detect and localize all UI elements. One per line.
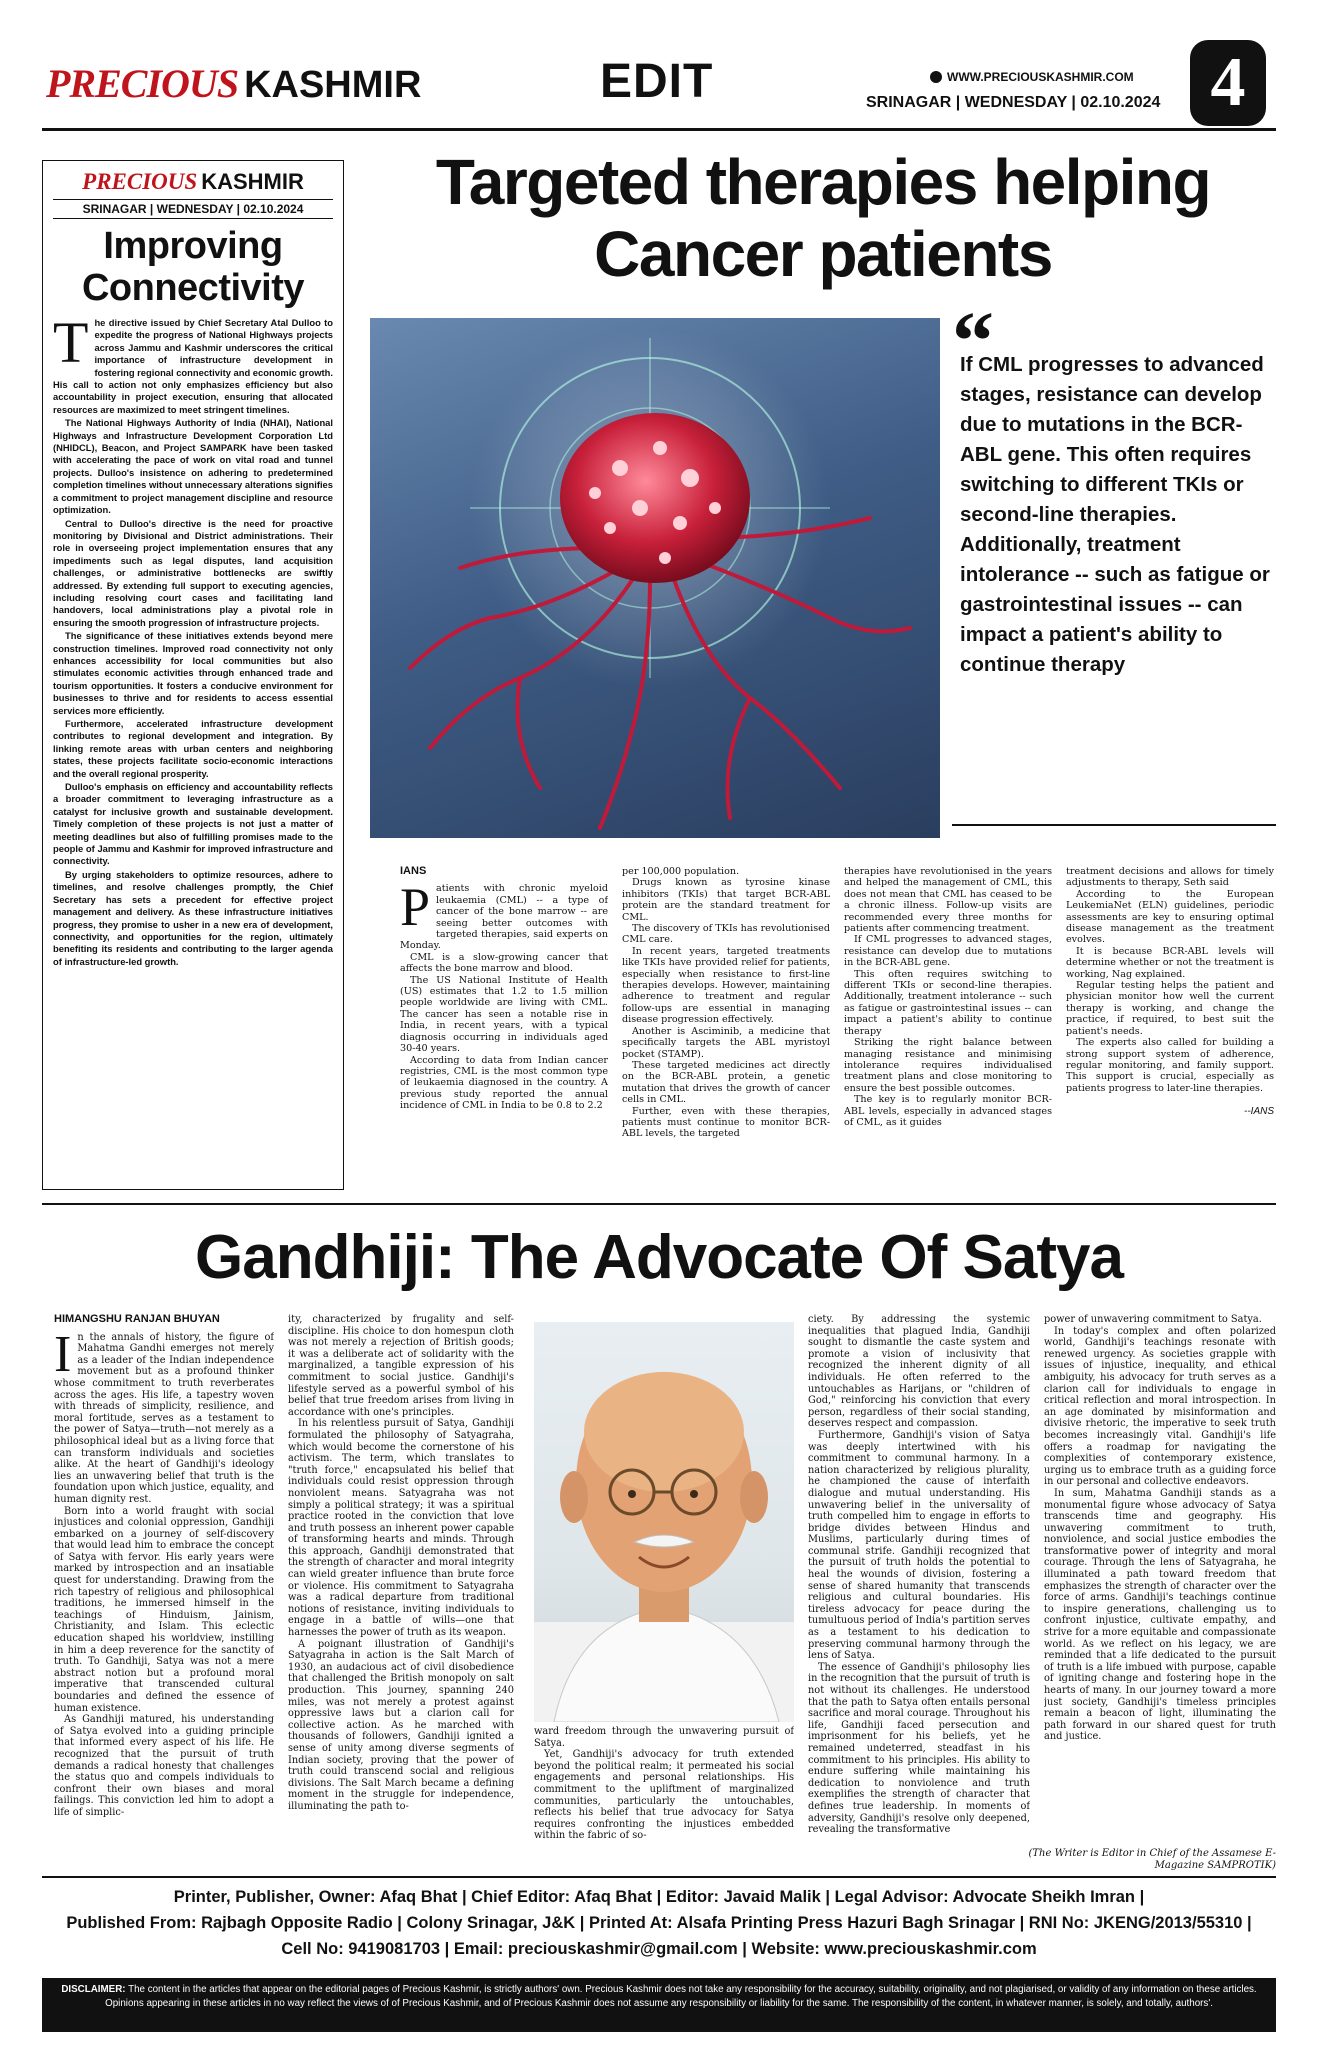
paragraph: The experts also called for building a strong support system of adherence, regular monitoring, and family support. This support is crucial, especially as patients progress to later-line therapies. (1066, 1037, 1274, 1094)
story1-body (400, 866, 1276, 1196)
story1-column: IANS Patients with chronic myeloid leukaemia (CML) -- a type of cancer of the bone marrow -- are seeing better outcomes with targeted therapies, said experts on Monday. CML is a slow-growing cancer that affects the bone marrow and blood. The US National Institute of Health (US) estimates that 1.2 to 1.5 million people worldwide are living with CML. The cancer has seen a notable rise in India, in recent years, with a typical diagnosis occurring in individuals aged 30-40 years. According to data from Indian cancer registries, CML is the most common type of leukaemia diagnosed in the country. A previous study reported the annual incidence of CML in India to be 0.8 to 2.2 (400, 866, 608, 1112)
story2-column (808, 1314, 1030, 1844)
story2-column (288, 1314, 514, 1844)
editorial-box (42, 160, 344, 1190)
author-note: (The Writer is Editor in Chief of the Assamese E-Magazine SAMPROTIK) (1028, 1848, 1276, 1871)
paragraph: The essence of Gandhiji's philosophy lies in the recognition that the pursuit of truth is not without its challenges. He understood that the path to Satya often entails personal sacrifice and moral courage. Throughout his life, Gandhiji faced persecution and imprisonment for his beliefs, yet he remained undeterred, steadfast in his commitment to his principles. His ability to endure suffering while maintaining his dedication to nonviolence and truth exemplifies the strength of character that defines true leadership. In moments of adversity, Gandhiji's resolve only deepened, revealing the transformative (808, 1661, 1030, 1836)
story1-column (844, 866, 1052, 1196)
section-title: EDIT (600, 55, 714, 108)
paragraph: Another is Asciminib, a medicine that specifically targets the ABL myristoyl pocket (STAMP). (622, 1025, 830, 1060)
paragraph: ciety. By addressing the systemic inequalities that plagued India, Gandhiji sought to dismantle the caste system and promote a vision of inclusivity that recognized the inherent dignity of all individuals. He often referred to the untouchables as Harijans, or "children of God," reinforcing his conviction that every person, regardless of their social standing, deserves respect and compassion. (808, 1314, 1030, 1430)
paragraph: It is because BCR-ABL levels will determine whether or not the treatment is working, Nag explained. (1066, 945, 1274, 980)
newspaper-logo: PRECIOUS KASHMIR (46, 61, 422, 106)
paragraph: The US National Institute of Health (US) estimates that 1.2 to 1.5 million people worldwide are living with CML. The cancer has seen a notable rise in India, in recent years, with a typical diagnosis occurring in individuals aged 30-40 years. (400, 974, 608, 1055)
paragraph: Drugs known as tyrosine kinase inhibitors (TKIs) that target BCR-ABL protein are the standard treatment for CML. (622, 877, 830, 923)
imprint-line: Published From: Rajbagh Opposite Radio | Colony Srinagar, J&K | Printed At: Alsafa Printing Press Hazuri Bagh Srinagar | RNI No: JKENG/2013/55310 | (66, 1914, 1252, 1932)
website-url[interactable]: WWW.PRECIOUSKASHMIR.COM (947, 70, 1134, 84)
editorial-dateline: SRINAGAR | WEDNESDAY | 02.10.2024 (53, 199, 333, 219)
globe-icon (930, 71, 942, 83)
paragraph: Dulloo's emphasis on efficiency and accountability reflects a broader commitment to leveraging infrastructure as a catalyst for inclusive growth and sustainable development. Timely completion of these projects is not just a matter of meeting deadlines but also of fulfilling promises made to the people of Jammu and Kashmir for improved infrastructure and connectivity. (53, 781, 333, 867)
paragraph: According to the European LeukemiaNet (ELN) guidelines, periodic assessments are key to ensuring optimal disease management as the treatment evolves. (1066, 888, 1274, 946)
pull-quote: If CML progresses to advanced stages, resistance can develop due to mutations in the BCR-ABL gene. This often requires switching to different TKIs or second-line therapies. Additionally, treatment intolerance -- such as fatigue or gastrointestinal issues -- can impact a patient's ability to continue therapy (960, 353, 1270, 676)
paragraph: By urging stakeholders to optimize resources, adhere to timelines, and resolve challenges promptly, the Chief Secretary has sets a precedent for effective project management and delivery. As these infrastructure initiatives progress, they promise to usher in a new era of development, connectivity, and opportunities for the region, ultimately benefiting its residents and contributing to the larger agenda of infrastructure-led growth. (53, 868, 333, 967)
paragraph: ward freedom through the unwavering pursuit of Satya. (534, 1726, 794, 1749)
paragraph: Regular testing helps the patient and physician monitor how well the current therapy is working, and change the practice, if required, to best suit the patient's needs. (1066, 980, 1274, 1037)
paragraph: power of unwavering commitment to Satya. (1044, 1314, 1262, 1325)
paragraph: In his relentless pursuit of Satya, Gandhiji formulated the philosophy of Satyagraha, which would become the cornerstone of his activism. The term, which translates to "truth force," encapsulated his belief that individuals could resist oppression through nonviolent means. Satyagraha was not simply a political strategy; it was a spiritual practice rooted in the conviction that love and truth possess an inherent power capable of transforming hearts and minds. Through this approach, Gandhiji demonstrated that the strength of character and moral integrity can wield greater influence than brute force or violence. His commitment to Satyagraha was a radical departure from traditional notions of resistance, inviting individuals to engage in a battle of wills—one that harnesses the power of truth as its weapon. (288, 1418, 514, 1639)
editorial-title: Improving Connectivity (81, 225, 305, 309)
paragraph: The National Highways Authority of India (NHAI), National Highways and Infrastructure Development Corporation Ltd (NHIDCL), Beacon, and Project SAMPARK have been tasked with accelerating the pace of work on vital road and tunnel projects. Dulloo's insistence on adhering to predetermined completion timelines without unnecessary alterations signifies a commitment to project management discipline and resource optimization. (53, 417, 333, 516)
dropcap: I (54, 1325, 72, 1383)
paragraph: Furthermore, accelerated infrastructure development contributes to regional development and integration. By linking remote areas with urban centers and neighboring states, these projects facilitate socio-economic interactions and the overall regional prosperity. (53, 718, 333, 779)
editorial-logo: PRECIOUS KASHMIR (82, 169, 304, 194)
website-line (930, 70, 1134, 84)
editorial-body: The directive issued by Chief Secretary Atal Dulloo to expedite the progress of National Highways projects across Jammu and Kashmir underscores the critical importance of infrastructure development in fostering regional connectivity and economic growth. His call to action not only emphasizes efficiency but also accountability in project execution, ensuring that allocated resources are maximized to meet stringent timelines. The National Highways Authority of India (NHAI), National Highways and Infrastructure Development Corporation Ltd (NHIDCL), Beacon, and Project SAMPARK have been tasked with accelerating the pace of work on vital road and tunnel projects. Dulloo's insistence on adhering to predetermined completion timelines without unnecessary alterations signifies a commitment to project management discipline and resource optimization. Central to Dulloo's directive is the need for proactive monitoring by Divisional and District administrations. Their role in overseeing project implementation ensures that any impediments such as legal disputes, land acquisition challenges, or administrative bottlenecks are swiftly addressed. By extending full support to executing agencies, including resolving court cases and facilitating land handovers, local administrations play a pivotal role in ensuring the smooth progression of infrastructure projects. The significance of these initiatives extends beyond mere construction timelines. Improved road connectivity not only enhances accessibility for local communities but also stimulates economic activities through enhanced trade and tourism opportunities. It fosters a conducive environment for businesses to thrive and for residents to access essential services more efficiently. Furthermore, accelerated infrastructure development contributes to regional development and integration. By linking remote areas with urban centers and neighboring states, these projects facilitate socio-economic interactions and the overall regional prosperity. Dulloo's emphasis on efficiency and accountability reflects a broader commitment to leveraging infrastructure as a catalyst for inclusive growth and sustainable development. Timely completion of these projects is not just a matter of meeting deadlines but also of fulfilling promises made to the people of Jammu and Kashmir for improved infrastructure and connectivity. By urging stakeholders to optimize resources, adhere to timelines, and resolve challenges promptly, the Chief Secretary has sets a precedent for effective project management and delivery. As these infrastructure initiatives progress, they promise to usher in a new era of development, connectivity, and opportunities for the region, ultimately benefiting its residents and contributing to the larger agenda of infrastructure-led growth. (53, 310, 334, 967)
paragraph: Central to Dulloo's directive is the need for proactive monitoring by Divisional and District administrations. Their role in overseeing project implementation ensures that any impediments such as legal disputes, land acquisition challenges, or administrative bottlenecks are swiftly addressed. By extending full support to executing agencies, including resolving court cases and facilitating land handovers, local administrations play a pivotal role in ensuring the smooth progression of infrastructure projects. (53, 517, 333, 628)
section-rule (42, 1203, 1276, 1205)
story2-headline: Gandhiji: The Advocate Of Satya (195, 1223, 1123, 1292)
story2-column: HIMANGSHU RANJAN BHUYAN In the annals of history, the figure of Mahatma Gandhi emerges not merely as a leader of the Indian independence movement but as a profound thinker whose commitment to truth reverberates across the ages. His life, a tapestry woven with threads of simplicity, resilience, and moral fortitude, serves as a testament to the power of Satya—truth—not merely as a philosophical ideal but as a living force that can transform individuals and societies alike. At the heart of Gandhiji's ideology lies an unwavering belief that truth is the foundation upon which justice, equality, and human dignity rest. Born into a world fraught with social injustices and colonial oppression, Gandhiji embarked on a journey of self-discovery that would lead him to embrace the concept of Satya with fervor. His early years were marked by introspection and an insatiable quest for understanding. Drawing from the rich tapestry of religious and philosophical traditions, he immersed himself in the teachings of Hinduism, Jainism, Christianity, and Islam. This eclectic education shaped his worldview, instilling in him a deep reverence for the sanctity of truth. To Gandhiji, Satya was not a mere abstract notion but a profound moral imperative that transcended cultural boundaries and defined the essence of human existence. As Gandhiji matured, his understanding of Satya evolved into a guiding principle that informed every aspect of his life. He recognized that the pursuit of truth demands a radical honesty that challenges the status quo and compels individuals to confront their own biases and moral failings. This conviction led him to adopt a life of simplic- (54, 1314, 274, 1818)
story1-column (622, 866, 830, 1196)
paragraph: CML is a slow-growing cancer that affects the bone marrow and blood. (400, 951, 608, 975)
paragraph: According to data from Indian cancer registries, CML is the most common type of leukaemia diagnosed in the country. A previous study reported the annual incidence of CML in India to be 0.8 to 2.2 (400, 1054, 608, 1112)
dropcap: P (400, 877, 431, 938)
paragraph: In today's complex and often polarized world, Gandhiji's teachings resonate with renewed urgency. As societies grapple with issues of injustice, inequality, and ethical ambiguity, his advocacy for truth serves as a clarion call for individuals to engage in critical reflection and moral introspection. In an age dominated by misinformation and divisive rhetoric, the imperative to seek truth becomes increasingly vital. Gandhiji's life offers a roadmap for navigating the complexities of contemporary existence, urging us to embrace truth as a guiding force in our personal and collective endeavors. (1044, 1325, 1276, 1488)
cancer-cell-illustration (370, 318, 940, 838)
paragraph: per 100,000 population. (622, 866, 740, 877)
paragraph: Striking the right balance between managing resistance and minimising intolerance requires individualised treatment plans and close monitoring to ensure the best possible outcomes. (844, 1037, 1052, 1094)
paragraph: The significance of these initiatives extends beyond mere construction timelines. Improved road connectivity not only enhances accessibility for local communities but also stimulates economic activities through enhanced trade and tourism opportunities. It fosters a conducive environment for businesses to thrive and for residents to access essential services more efficiently. (53, 630, 333, 716)
story1-signoff: --IANS (1244, 1106, 1274, 1118)
paragraph: Further, even with these therapies, patients must continue to monitor BCR-ABL levels, the targeted (622, 1105, 830, 1140)
story1-byline: IANS (400, 866, 427, 877)
story2-column (1044, 1314, 1276, 1844)
story2-column (534, 1726, 794, 1844)
paragraph: Furthermore, Gandhiji's vision of Satya was deeply intertwined with his commitment to communal harmony. In a nation characterized by religious plurality, he championed the cause of interfaith dialogue and mutual understanding. His unwavering belief in the universality of truth compelled him to engage in efforts to bridge divides between Hindus and Muslims, particularly during times of communal strife. Gandhiji recognized that the pursuit of truth holds the potential to heal the wounds of division, fostering a sense of shared humanity that transcends religious and cultural boundaries. His tireless advocacy for peace during the tumultuous period of India's partition serves as a testament to his dedication to preserving communal harmony through the lens of Satya. (808, 1429, 1030, 1662)
dateline: SRINAGAR | WEDNESDAY | 02.10.2024 (866, 94, 1161, 111)
imprint-line: Cell No: 9419081703 | Email: preciouskashmir@gmail.com | Website: www.preciouskashmir.com (281, 1940, 1037, 1958)
imprint (42, 1884, 1276, 1962)
top-rule (42, 128, 1276, 131)
page-number: 4 (1190, 40, 1266, 126)
disclaimer-text: The content in the articles that appear on the editorial pages of Precious Kashmir, is strictly authors' own. Precious Kashmir does not take any responsibility for the accuracy, suitability, originality, and not plagiarised, or validity of any information on these articles. Opinions appearing in these articles in no way reflect the views of of Precious Kashmir, and of Precious Kashmir does not assume any responsibility or liability for the same. The responsibility of the content, in whatever manner, is solely, and totally, authors'. (105, 1984, 1257, 2009)
masthead (0, 0, 1319, 121)
paragraph: These targeted medicines act directly on the BCR-ABL protein, a genetic mutation that drives the growth of cancer cells in CML. (622, 1059, 830, 1106)
story1-column (1066, 866, 1274, 1196)
paragraph: The discovery of TKIs has revolutionised CML care. (622, 923, 830, 946)
paragraph: Born into a world fraught with social injustices and colonial oppression, Gandhiji embarked on a journey of self-discovery that would lead him to embrace the concept of Satya with fervor. His early years were marked by introspection and an insatiable quest for understanding. Drawing from the rich tapestry of religious and philosophical traditions, he immersed himself in the teachings of Hinduism, Jainism, Christianity, and Islam. This eclectic education shaped his worldview, instilling in him a deep reverence for the sanctity of truth. To Gandhiji, Satya was not a mere abstract notion but a profound moral imperative that transcended cultural boundaries and defined the essence of human existence. (54, 1505, 274, 1714)
paragraph: This often requires switching to different TKIs or second-line therapies. Additionally, treatment intolerance -- such as fatigue or gastrointestinal issues -- can impact a patient's ability to continue therapy (844, 968, 1052, 1037)
story2-byline: HIMANGSHU RANJAN BHUYAN (54, 1314, 220, 1325)
paragraph: In recent years, targeted treatments like TKIs have provided relief for patients, especially when resistance to first-line therapies develops. However, maintaining adherence to treatment and regular follow-ups are essential in managing disease progression effectively. (622, 945, 830, 1026)
disclaimer-label: DISCLAIMER: (61, 1984, 126, 1995)
story1-headline: Targeted therapies helping Cancer patients (435, 146, 1211, 290)
paragraph: Yet, Gandhiji's advocacy for truth extended beyond the political realm; it permeated his social engagements and personal relationships. His commitment to the upliftment of marginalized communities, particularly the untouchables, reflects his belief that true advocacy for Satya requires confronting the injustices embedded within the fabric of so- (534, 1749, 794, 1842)
paragraph: As Gandhiji matured, his understanding of Satya evolved into a guiding principle that informed every aspect of his life. He recognized that the pursuit of truth demands a radical honesty that challenges the status quo and compels individuals to confront their own biases and moral failings. This conviction led him to adopt a life of simplic- (54, 1714, 274, 1818)
disclaimer-bar (42, 1978, 1276, 2032)
paragraph: treatment decisions and allows for timely adjustments to therapy, Seth said (1066, 866, 1274, 889)
pull-quote-box (952, 295, 1276, 826)
story2-body (42, 1314, 1276, 1844)
footer-rule (42, 1876, 1276, 1878)
paragraph: therapies have revolutionised in the years and helped the management of CML, this does not mean that CML has ceased to be a chronic illness. Follow-up visits are recommended every three months for patients after commencing treatment. (844, 866, 1052, 935)
paragraph: A poignant illustration of Gandhiji's Satyagraha in action is the Salt March of 1930, an audacious act of civil disobedience that challenged the British monopoly on salt production. This journey, spanning 240 miles, was not merely a protest against oppressive laws but a clarion call for collective action. As he marched with thousands of followers, Gandhiji ignited a sense of unity among diverse segments of Indian society, proving that the power of truth could transcend social and religious divisions. The Salt March became a defining moment in the struggle for independence, illuminating the path to- (288, 1638, 514, 1812)
gandhi-portrait (534, 1322, 794, 1722)
paragraph: If CML progresses to advanced stages, resistance can develop due to mutations in the BCR-ABL gene. (844, 934, 1052, 969)
quote-mark-icon: “ (952, 295, 994, 388)
paragraph: ity, characterized by frugality and self-discipline. His choice to don homespun cloth was not merely a rejection of British goods; it was a deliberate act of solidarity with the marginalized, a tangible expression of his commitment to social justice. Gandhiji's lifestyle served as a powerful symbol of his belief that true freedom arises from living in accordance with one's principles. (288, 1314, 514, 1418)
imprint-line: Printer, Publisher, Owner: Afaq Bhat | Chief Editor: Afaq Bhat | Editor: Javaid Malik | Legal Advisor: Advocate Sheikh Imran | (173, 1888, 1145, 1906)
paragraph: In sum, Mahatma Gandhiji stands as a monumental figure whose advocacy of Satya transcends time and geography. His unwavering commitment to truth, nonviolence, and social justice embodies the transformative power of integrity and moral courage. Through the lens of Satyagraha, he illuminated a path toward freedom that emphasizes the strength of character over the force of arms. Gandhiji's teachings continue to inspire generations, challenging us to confront injustice, cultivate empathy, and strive for a more equitable and compassionate world. As we reflect on his legacy, we are reminded that a life dedicated to the pursuit of truth is a life imbued with purpose, capable of igniting change and fostering hope in the hearts of many. In our journey toward a more just society, Gandhiji's timeless principles remain a beacon of light, illuminating the path forward in our shared quest for truth and justice. (1044, 1487, 1276, 1743)
paragraph: The key is to regularly monitor BCR-ABL levels, especially in advanced stages of CML, as it guides (844, 1094, 1052, 1128)
dropcap: T (53, 310, 89, 375)
